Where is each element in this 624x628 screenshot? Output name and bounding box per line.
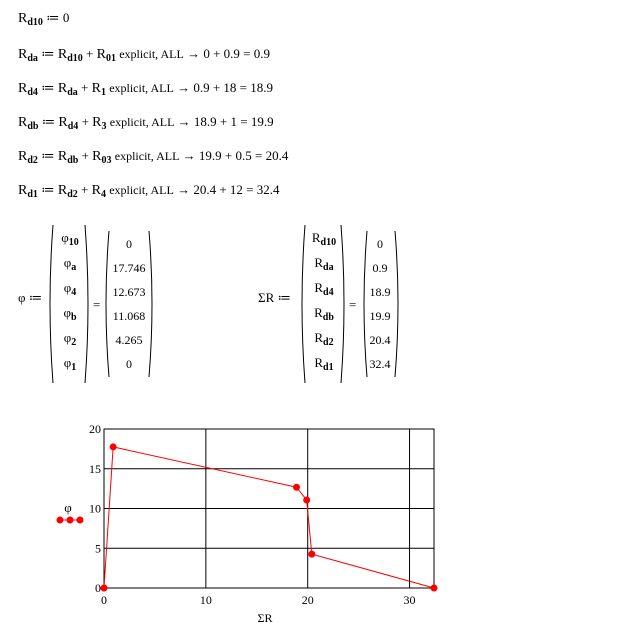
equation-term-2-symbol: R [91,183,101,198]
plus-operator: + [81,114,89,129]
matrix-symbol-letter: φ [61,230,69,245]
explicit-keyword: explicit, ALL [109,183,174,197]
matrix-symbol-letter: φ [63,280,72,295]
explicit-keyword: explicit, ALL [119,47,184,61]
matrix-symbol-subscript: d4 [323,287,334,298]
equation-lhs-subscript: d4 [27,87,38,98]
legend-marker [67,517,74,524]
matrix-value: 4.265 [115,333,143,347]
matrix-symbol-letter: R [314,355,324,370]
matrix-symbol-letter: R [314,305,323,320]
y-tick-label: 15 [89,461,101,476]
equation-rhs: 0 [62,10,70,25]
equation-lhs-symbol: R [18,149,28,164]
assign-operator: ≔ [41,114,56,129]
sigma-matrix-label: ΣR ≔ [258,290,291,305]
equation-term-1-subscript: d2 [67,189,78,200]
x-tick-label: 20 [301,593,314,607]
matrix-symbol-subscript: d10 [320,237,337,248]
matrix-symbol-letter: φ [63,305,71,320]
evaluation-arrow: → [177,80,191,95]
equation-lhs-subscript: d10 [27,17,43,28]
data-point [308,551,315,558]
evaluation-result: 20.4 + 12 = 32.4 [193,182,280,197]
explicit-keyword: explicit, ALL [114,149,180,163]
equation-term-2-symbol: R [92,115,102,130]
evaluation-arrow: → [177,182,191,197]
legend-marker [57,517,64,524]
matrix-symbol-letter: φ [63,330,72,345]
matrix-symbol-subscript: 2 [71,337,77,348]
data-point [293,484,300,491]
equation-lhs-symbol: R [18,115,28,130]
data-point [303,497,310,504]
matrix-value: 0 [377,237,383,251]
matrix-symbol-subscript: d1 [323,362,334,373]
x-tick-label: 10 [199,593,212,607]
explicit-keyword: explicit, ALL [109,115,175,129]
evaluation-result: 19.9 + 0.5 = 20.4 [198,148,289,163]
equation-term-1-symbol: R [58,115,68,130]
equation-term-2-subscript: 4 [100,189,106,200]
equation-lhs-symbol: R [18,47,28,62]
y-tick-label: 20 [89,422,101,436]
matrix-value: 32.4 [369,357,391,371]
data-point [110,443,117,450]
y-tick-label: 0 [95,581,101,595]
equation-term-1-symbol: R [57,81,68,96]
plus-operator: + [81,148,89,163]
equation-lhs-symbol: R [18,11,28,26]
matrix-value: 19.9 [369,309,391,323]
explicit-keyword: explicit, ALL [109,81,174,95]
matrix-symbol-letter: R [314,280,324,295]
assign-operator: ≔ [41,46,55,61]
equation-lhs-subscript: da [27,53,38,64]
matrix-symbol-letter: R [311,230,321,245]
equation-lhs-subscript: d1 [27,189,38,200]
legend-marker [77,517,84,524]
matrix-symbol-letter: φ [63,255,72,270]
equation-lhs-subscript: db [27,121,39,132]
matrix-symbol-letter: φ [63,355,72,370]
matrix-value: 17.746 [112,261,146,275]
evaluation-result: 18.9 + 1 = 19.9 [193,114,274,129]
equation-term-1-symbol: R [57,47,68,62]
equation-term-2-subscript: 1 [100,87,106,98]
assign-operator: ≔ [41,148,55,163]
equation-term-1-subscript: da [67,87,78,98]
sigma-equals: = [349,297,357,312]
matrix-value: 18.9 [369,285,391,299]
evaluation-arrow: → [187,46,201,61]
evaluation-arrow: → [177,114,191,129]
phi-equals: = [93,297,101,312]
plus-operator: + [81,80,89,95]
equation-term-2-symbol: R [96,47,106,62]
matrix-symbol-subscript: b [70,312,77,323]
y-tick-label: 5 [95,541,101,556]
matrix-symbol-subscript: a [71,262,77,273]
x-tick-label: 0 [101,593,107,607]
plus-operator: + [81,182,89,197]
matrix-symbol-subscript: 1 [71,362,77,373]
x-axis-label: ΣR [257,611,273,625]
matrix-symbol-subscript: da [323,262,334,273]
equation-term-2-subscript: 3 [101,121,107,132]
equation-term-2-subscript: 03 [101,155,112,166]
equation-term-1-symbol: R [57,183,68,198]
equation-lhs-symbol: R [18,81,28,96]
x-tick-label: 30 [403,593,416,607]
data-point [431,585,438,592]
assign-operator: ≔ [46,10,60,25]
plus-operator: + [86,46,94,61]
equation-term-1-subscript: db [67,155,79,166]
matrix-symbol-letter: R [314,255,324,270]
equation-term-1-subscript: d4 [67,121,79,132]
assign-operator: ≔ [41,80,55,95]
equation-term-2-subscript: 01 [105,53,116,64]
evaluation-arrow: → [182,148,196,163]
equation-term-1-symbol: R [57,149,68,164]
data-point [101,585,108,592]
matrix-symbol-subscript: d2 [323,337,334,348]
equation-term-2-symbol: R [91,81,101,96]
matrix-symbol-subscript: db [322,312,334,323]
matrix-symbol-subscript: 4 [71,287,77,298]
matrix-symbol-letter: R [314,330,324,345]
matrix-value: 0 [126,357,132,371]
matrix-value: 0.9 [372,261,388,275]
series-line [104,447,434,588]
y-tick-label: 10 [89,501,101,516]
matrix-value: 12.673 [112,285,146,299]
equation-term-2-symbol: R [92,149,102,164]
evaluation-result: 0.9 + 18 = 18.9 [193,80,274,95]
equation-lhs-symbol: R [18,183,28,198]
matrix-value: 0 [126,237,132,251]
matrix-symbol-subscript: 10 [68,237,79,248]
matrix-value: 20.4 [369,333,391,347]
matrix-value: 11.068 [112,309,146,323]
evaluation-result: 0 + 0.9 = 0.9 [203,46,271,61]
y-axis-label: φ [64,500,72,515]
assign-operator: ≔ [41,182,55,197]
equation-lhs-subscript: d2 [27,155,38,166]
equation-term-1-subscript: d10 [67,53,83,64]
phi-matrix-label: φ ≔ [18,290,43,305]
